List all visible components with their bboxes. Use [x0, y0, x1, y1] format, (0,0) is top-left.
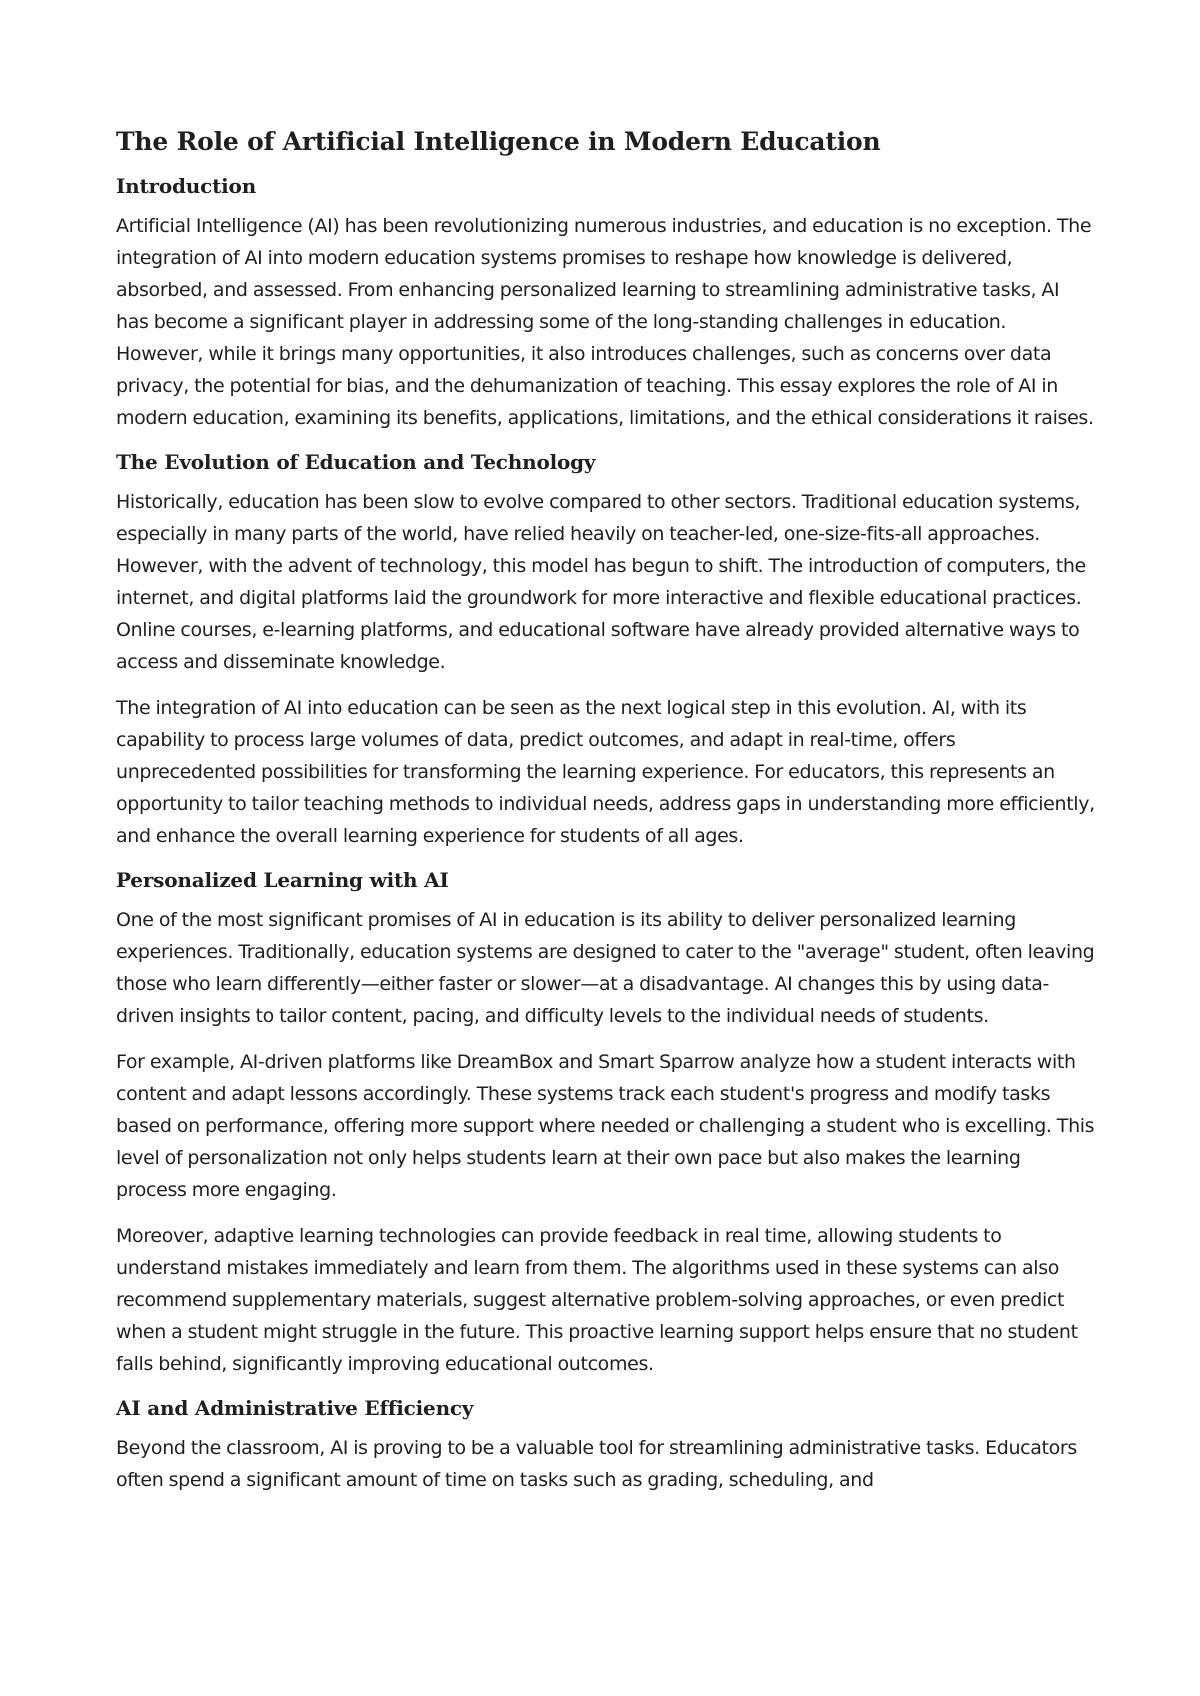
section-evolution — [116, 448, 1096, 852]
paragraph: The integration of AI into education can be seen as the next logical step in this evolution. AI, with its capability to process large volumes of data, predict outcomes, and adapt in real-time, offers unprecedented possibilities for transforming the learning experience. For educators, this represents an opportunity to tailor teaching methods to individual needs, address gaps in understanding more efficiently, and enhance the overall learning experience for students of all ages. — [116, 697, 1095, 847]
paragraph: One of the most significant promises of AI in education is its ability to deliver personalized learning experiences. Traditionally, education systems are designed to cater to the "average" student, often leaving those who learn differently—either faster or slower—at a disadvantage. AI changes this by using data-driven insights to tailor content, pacing, and difficulty levels to the individual needs of students. — [116, 909, 1095, 1027]
paragraph: Historically, education has been slow to evolve compared to other sectors. Traditional education systems, especially in many parts of the world, have relied heavily on teacher-led, one-size-fits-all approaches. However, with the advent of technology, this model has begun to shift. The introduction of computers, the internet, and digital platforms laid the groundwork for more interactive and flexible educational practices. Online courses, e-learning platforms, and educational software have already provided alternative ways to access and disseminate knowledge. — [116, 491, 1086, 673]
section-heading: The Evolution of Education and Technology — [116, 450, 596, 474]
paragraph: For example, AI-driven platforms like DreamBox and Smart Sparrow analyze how a student interacts with content and adapt lessons accordingly. These systems track each student's progress and modify tasks based on performance, offering more support where needed or challenging a student who is excelling. This level of personalization not only helps students learn at their own pace but also makes the learning process more engaging. — [116, 1051, 1095, 1201]
section-administrative-efficiency — [116, 1394, 1096, 1496]
section-heading: Introduction — [116, 174, 257, 198]
document-title: The Role of Artificial Intelligence in Modern Education — [116, 127, 881, 156]
section-introduction — [116, 172, 1096, 434]
document-page — [116, 126, 1096, 1510]
section-personalized-learning — [116, 866, 1096, 1380]
paragraph: Beyond the classroom, AI is proving to be a valuable tool for streamlining administrative tasks. Educators often spend a significant amount of time on tasks such as grading, scheduling, and — [116, 1437, 1077, 1491]
section-heading: Personalized Learning with AI — [116, 868, 449, 892]
paragraph: Moreover, adaptive learning technologies can provide feedback in real time, allowing students to understand mistakes immediately and learn from them. The algorithms used in these systems can also recommend supplementary materials, suggest alternative problem-solving approaches, or even predict when a student might struggle in the future. This proactive learning support helps ensure that no student falls behind, significantly improving educational outcomes. — [116, 1225, 1078, 1375]
paragraph: Artificial Intelligence (AI) has been revolutionizing numerous industries, and education is no exception. The integration of AI into modern education systems promises to reshape how knowledge is delivered, absorbed, and assessed. From enhancing personalized learning to streamlining administrative tasks, AI has become a significant player in addressing some of the long-standing challenges in education. However, while it brings many opportunities, it also introduces challenges, such as concerns over data privacy, the potential for bias, and the dehumanization of teaching. This essay explores the role of AI in modern education, examining its benefits, applications, limitations, and the ethical considerations it raises. — [116, 215, 1094, 429]
section-heading: AI and Administrative Efficiency — [116, 1396, 474, 1420]
